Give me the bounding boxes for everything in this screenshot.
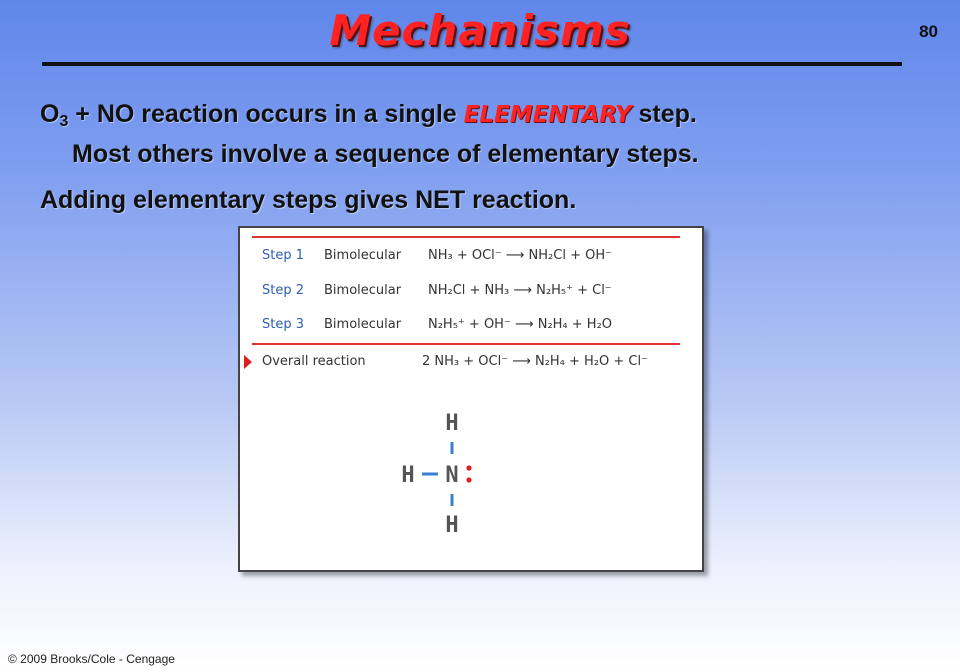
title-rule	[42, 62, 902, 66]
lone-pair-dot	[466, 477, 471, 482]
step-type: Bimolecular	[324, 317, 402, 332]
line1-end: step.	[631, 100, 697, 128]
line1-text: + NO reaction occurs in a single	[68, 100, 464, 128]
atom-left: H	[401, 463, 415, 488]
copyright: © 2009 Brooks/Cole - Cengage	[8, 652, 175, 666]
body-line-1	[40, 100, 920, 131]
step-row	[240, 281, 702, 301]
figure-mid-rule	[252, 343, 680, 345]
atom-center: N	[445, 463, 459, 488]
elementary-emphasis: ELEMENTARY	[463, 102, 632, 128]
step-equation: NH₃ + OCl⁻ ⟶ NH₂Cl + OH⁻	[428, 248, 612, 263]
ozone-subscript: 3	[59, 113, 69, 130]
ammonia-lewis-structure	[400, 408, 480, 538]
body-line-2: Most others involve a sequence of elementary steps.	[72, 140, 699, 168]
step-label: Step 1	[262, 248, 305, 263]
slide-number: 80	[919, 22, 938, 41]
pointer-arrow-icon	[244, 355, 252, 369]
body-line-3: Adding elementary steps gives NET reaction.	[40, 186, 577, 214]
step-equation: N₂H₅⁺ + OH⁻ ⟶ N₂H₄ + H₂O	[428, 317, 613, 332]
lone-pair-dot	[466, 465, 471, 470]
step-equation: NH₂Cl + NH₃ ⟶ N₂H₅⁺ + Cl⁻	[428, 283, 612, 298]
step-label: Step 2	[262, 283, 305, 298]
ozone-symbol: O	[40, 100, 60, 128]
mechanism-figure	[238, 226, 704, 572]
atom-bottom: H	[445, 513, 459, 538]
slide-title: Mechanisms	[329, 6, 631, 55]
step-type: Bimolecular	[324, 248, 402, 263]
atom-top: H	[445, 411, 459, 436]
figure-top-rule	[252, 236, 680, 238]
overall-equation: 2 NH₃ + OCl⁻ ⟶ N₂H₄ + H₂O + Cl⁻	[422, 354, 648, 369]
step-row	[240, 246, 702, 266]
step-type: Bimolecular	[324, 283, 402, 298]
step-label: Step 3	[262, 317, 305, 332]
overall-label: Overall reaction	[262, 354, 366, 369]
overall-row	[240, 352, 702, 372]
step-row	[240, 315, 702, 335]
